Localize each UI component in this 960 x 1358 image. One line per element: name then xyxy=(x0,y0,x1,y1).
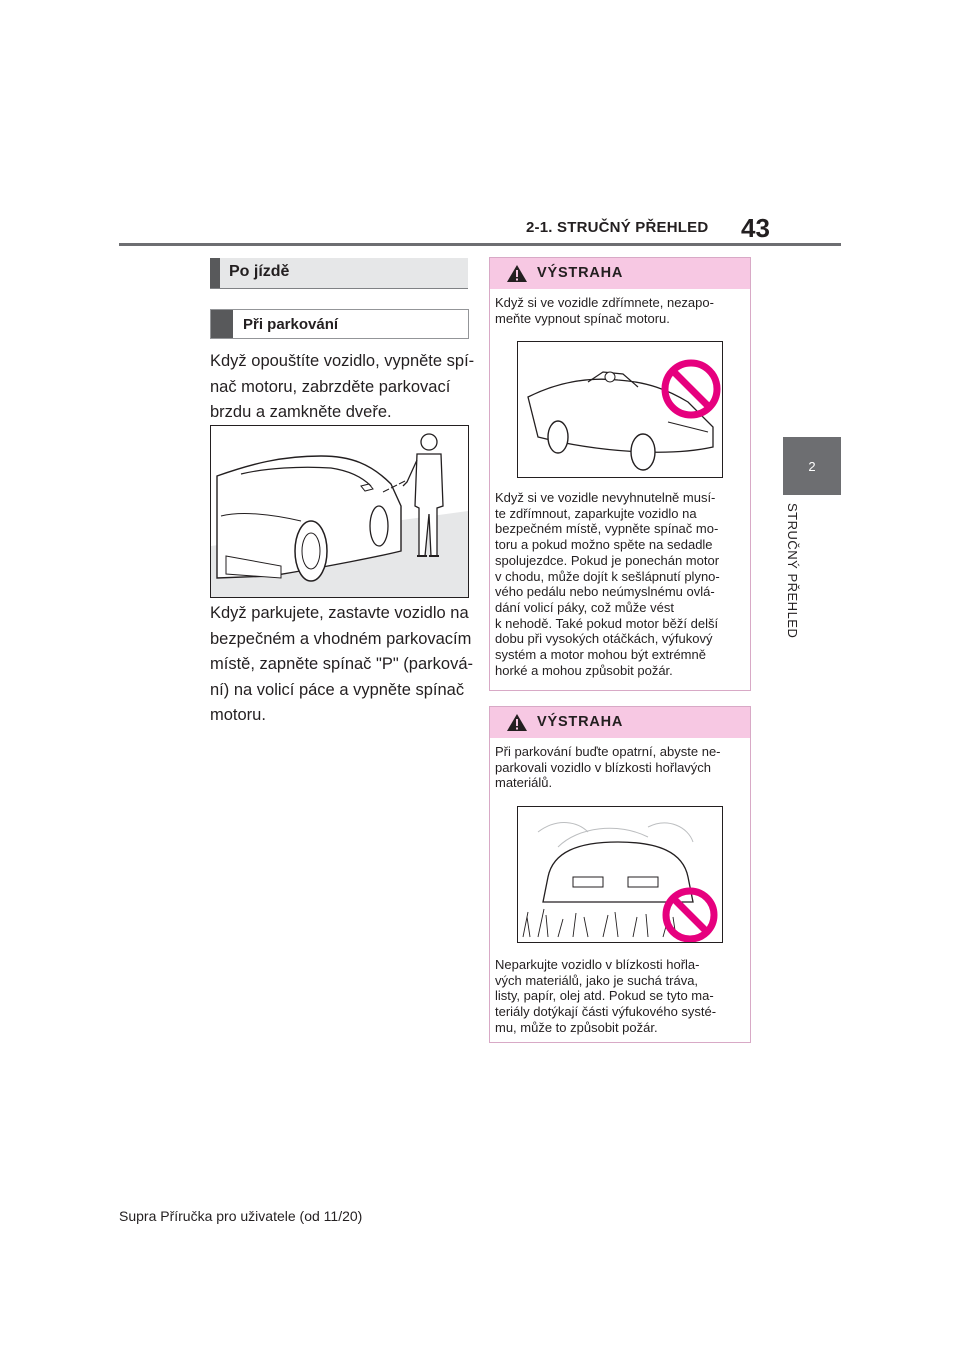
warning-box-1 xyxy=(489,257,751,691)
footer-text: Supra Příručka pro uživatele (od 11/20) xyxy=(119,1208,363,1224)
section-heading xyxy=(210,258,468,289)
warning-text-1b: Když si ve vozidle nevyhnutelně musí- te zdřímnout, zaparkujte vozidlo na bezpečném místě, vypněte spínač mo- toru a pokud možno spěte na sedadle spolujezdce. Pokud je ponechán motor v chodu, může dojít k sešlápnutí plyno- vého pedálu nebo neúmyslnému ovlá- dání volicí páky, což může vést k nehodě. Také pokud motor běží delší dobu při vysokých otáčkách, výfukový systém a motor mohou být extrémně horké a mohou způsobit požár. xyxy=(495,490,720,678)
subsection-heading xyxy=(210,309,469,339)
illustration-sleeping-driver xyxy=(517,341,723,478)
chapter-title: STRUČNÝ PŘEHLED xyxy=(785,503,800,639)
page-number: 43 xyxy=(741,213,770,243)
paragraph-2: Když parkujete, zastavte vozidlo na bezpečném a vhodném parkovacím místě, zapněte spínač "P" (parková- ní) na volicí páce a vypněte spínač motoru. xyxy=(210,604,474,724)
car-grass-illustration xyxy=(518,807,722,942)
subheading-text: Při parkování xyxy=(243,316,339,333)
warning-text-2a: Při parkování buďte opatrní, abyste ne- parkovali vozidlo v blízkosti hořlavých materiálů. xyxy=(495,744,721,791)
header-rule xyxy=(119,243,841,246)
warning-text-1a: Když si ve vozidle zdřímnete, nezapo- meňte vypnout spínač motoru. xyxy=(495,295,714,326)
illustration-flammable-grass xyxy=(517,806,723,943)
chapter-number: 2 xyxy=(808,459,816,474)
car-sleeping-illustration xyxy=(518,342,722,477)
paragraph-1: Když opouštíte vozidlo, vypněte spí- nač motoru, zabrzděte parkovací brzdu a zamkněte dveře. xyxy=(210,352,475,421)
warning-title-1: VÝSTRAHA xyxy=(537,265,624,281)
warning-triangle-icon xyxy=(506,264,528,283)
section-title: 2-1. STRUČNÝ PŘEHLED xyxy=(526,219,709,236)
warning-text-2b: Neparkujte vozidlo v blízkosti hořla- vých materiálů, jako je suchá tráva, listy, papír, olej atd. Pokud se tyto ma- teriály dotýkají části výfukového systé- mu, může to způsobit požár. xyxy=(495,957,717,1035)
illustration-leaving-car xyxy=(210,425,469,598)
heading-text: Po jízdě xyxy=(229,263,290,280)
warning-box-2 xyxy=(489,706,751,1043)
warning-header-2 xyxy=(490,707,750,738)
chapter-tab xyxy=(783,437,841,495)
car-lock-illustration xyxy=(211,426,468,597)
heading-bar xyxy=(210,258,220,288)
warning-triangle-icon xyxy=(506,713,528,732)
warning-header-1 xyxy=(490,258,750,289)
warning-title-2: VÝSTRAHA xyxy=(537,714,624,730)
subheading-bar xyxy=(211,310,233,338)
